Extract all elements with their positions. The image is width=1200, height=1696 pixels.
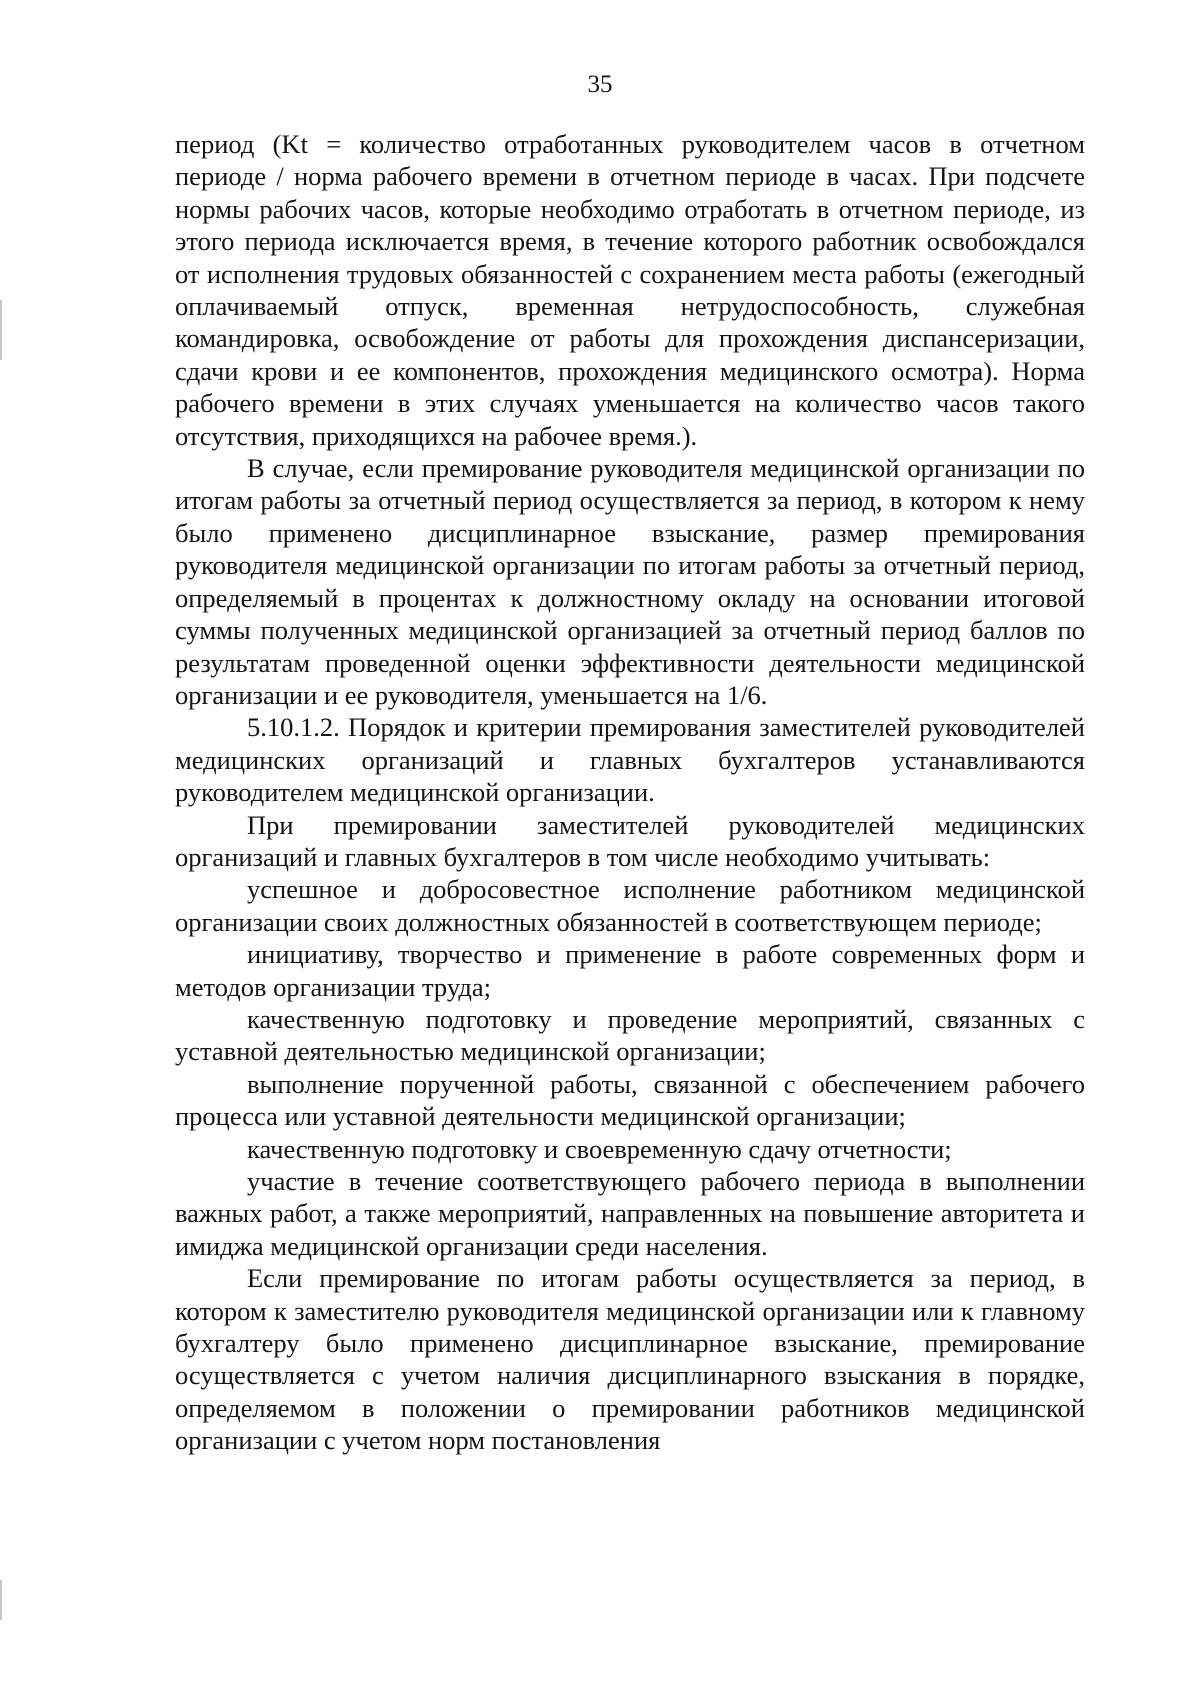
document-body: [175, 128, 1085, 1457]
paragraph: Если премирование по итогам работы осуществляется за период, в котором к заместителю руководителя медицинской организации или к главному бухгалтеру было применено дисциплинарное взыскание, премирование осуществляется с учетом наличия дисциплинарного взыскания в порядке, определяемом в положении о премировании работников медицинской организации с учетом норм постановления: [175, 1263, 1085, 1456]
list-item: качественную подготовку и проведение мероприятий, связанных с уставной деятельностью медицинской организации;: [175, 1003, 1085, 1067]
scan-edge-mark: [0, 1580, 2, 1620]
scan-edge-mark: [0, 300, 2, 360]
list-item: качественную подготовку и своевременную сдачу отчетности;: [247, 1133, 952, 1164]
paragraph-clause-5-10-1-2: 5.10.1.2. Порядок и критерии премирования заместителей руководителей медицинских организаций и главных бухгалтеров устанавливаются руководителем медицинской организации.: [175, 712, 1085, 808]
paragraph: При премировании заместителей руководителей медицинских организаций и главных бухгалтеров в том числе необходимо учитывать:: [175, 809, 1085, 872]
list-item: выполнение порученной работы, связанной с обеспечением рабочего процесса или уставной деятельности медицинской организации;: [175, 1068, 1085, 1132]
paragraph-continuation: период (Kt = количество отработанных руководителем часов в отчетном периоде / норма рабочего времени в отчетном периоде в часах. При подсчете нормы рабочих часов, которые необходимо отработать в отчетном периоде, из этого периода исключается время, в течение которого работник освобождался от исполнения трудовых обязанностей с сохранением места работы (ежегодный оплачиваемый отпуск, временная нетрудоспособность, служебная командировка, освобождение от работы для прохождения диспансеризации, сдачи крови и ее компонентов, прохождения медицинского осмотра). Норма рабочего времени в этих случаях уменьшается на количество часов такого отсутствия, приходящихся на рабочее время.).: [175, 129, 1085, 451]
list-item: инициативу, творчество и применение в работе современных форм и методов организации труда;: [175, 939, 1085, 1002]
list-item: успешное и добросовестное исполнение работником медицинской организации своих должностных обязанностей в соответствующем периоде;: [175, 874, 1085, 937]
page-number: 35: [587, 71, 613, 98]
paragraph: В случае, если премирование руководителя медицинской организации по итогам работы за отчетный период осуществляется за период, в котором к нему было применено дисциплинарное взыскание, размер премирования руководителя медицинской организации по итогам работы за отчетный период, определяемый в процентах к должностному окладу на основании итоговой суммы полученных медицинской организацией за отчетный период баллов по результатам проведенной оценки эффективности деятельности медицинской организации и ее руководителя, уменьшается на 1/6.: [175, 453, 1085, 710]
list-item: участие в течение соответствующего рабочего периода в выполнении важных работ, а также мероприятий, направленных на повышение авторитета и имиджа медицинской организации среди населения.: [175, 1166, 1085, 1261]
